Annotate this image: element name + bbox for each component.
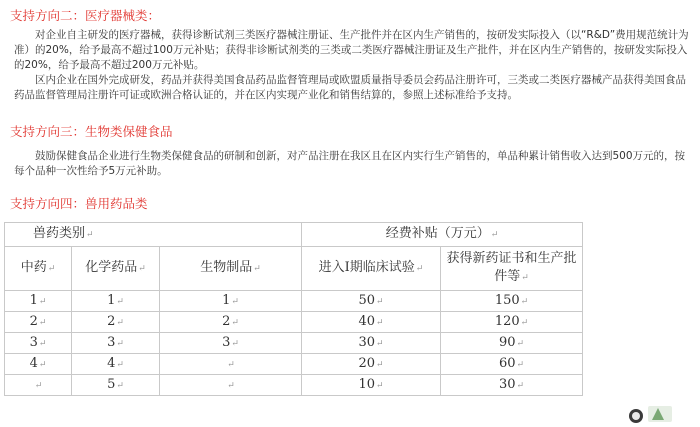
table-cell: 20↵	[302, 354, 441, 375]
table-cell: 90↵	[441, 333, 583, 354]
table-row	[5, 312, 583, 333]
table-cell: 50↵	[302, 291, 441, 312]
return-mark-icon: ↵	[521, 273, 529, 283]
return-mark-icon: ↵	[253, 264, 261, 274]
table-row	[5, 354, 583, 375]
table-cell: ↵	[160, 375, 302, 396]
return-mark-icon: ↵	[47, 264, 56, 274]
table-cell: 4↵	[72, 354, 160, 375]
return-mark-icon: ↵	[86, 230, 94, 240]
table-cell: 60↵	[441, 354, 583, 375]
table-row	[5, 333, 583, 354]
table-cell: 120↵	[441, 312, 583, 333]
section2-body	[14, 28, 690, 103]
table-cell: 1↵	[72, 291, 160, 312]
col-header-biological-product: 生物制品↵	[160, 247, 302, 291]
col-header-chemical-drug: 化学药品↵	[72, 247, 160, 291]
table-cell: 3↵	[72, 333, 160, 354]
table-cell: 1↵	[160, 291, 302, 312]
table-cell: 4↵	[5, 354, 72, 375]
section2-paragraph-2: 区内企业在国外完成研发，药品并获得美国食品药品监督管理局或欧盟质量指导委员会药品注册许可，三类或二类医疗器械产品获得美国食品药品监督管理局注册许可证或欧洲合格认证的，并在区内实现产业化和销售结算的，参照上述标准给予支持。	[14, 74, 686, 101]
table-column-header-row	[5, 247, 583, 291]
table-cell: 2↵	[72, 312, 160, 333]
table-row	[5, 375, 583, 396]
return-mark-icon: ↵	[415, 264, 424, 274]
section2-paragraph-1: 对企业自主研发的医疗器械，获得诊断试剂三类医疗器械注册证、生产批件并在区内生产销售的，按研发实际投入（以“R&D”费用规范统计为准）的20%，给予最高不超过100万元补贴；获得非诊断试剂类的三类或二类医疗器械注册证及生产批件，并在区内生产销售的，按研发实际投入的20%，给予最高不超过200万元补贴。	[14, 29, 689, 71]
section4-heading: 支持方向四：兽用药品类	[10, 196, 148, 211]
table-cell: 30↵	[441, 375, 583, 396]
section3-heading: 支持方向三：生物类保健食品	[10, 124, 173, 139]
table-cell: ↵	[5, 375, 72, 396]
table-cell: 30↵	[302, 333, 441, 354]
table-row	[5, 291, 583, 312]
table-cell: 40↵	[302, 312, 441, 333]
section3-paragraph: 鼓励保健食品企业进行生物类保健食品的研制和创新，对产品注册在我区且在区内实行生产销售的，单品种累计销售收入达到500万元的，按每个品种一次性给予5万元补助。	[14, 150, 686, 177]
corner-logo-icon	[628, 402, 676, 426]
group-header-subsidy: 经费补贴（万元）↵	[302, 223, 583, 247]
table-cell: 2↵	[160, 312, 302, 333]
section3-body	[14, 149, 690, 179]
section2-heading: 支持方向二：医疗器械类：	[10, 8, 161, 23]
table-cell: 3↵	[5, 333, 72, 354]
col-header-chinese-medicine: 中药↵	[5, 247, 72, 291]
table-group-header-row	[5, 223, 583, 247]
return-mark-icon: ↵	[138, 264, 146, 274]
table-cell: 5↵	[72, 375, 160, 396]
table-cell: 10↵	[302, 375, 441, 396]
group-header-vet-drug-category: 兽药类别↵	[5, 223, 302, 247]
table-cell: 2↵	[5, 312, 72, 333]
table-cell: 1↵	[5, 291, 72, 312]
return-mark-icon: ↵	[490, 230, 499, 240]
subsidy-table	[4, 222, 583, 396]
table-cell: ↵	[160, 354, 302, 375]
col-header-phase1-trial: 进入Ⅰ期临床试验↵	[302, 247, 441, 291]
table-cell: 3↵	[160, 333, 302, 354]
col-header-new-drug-certificate: 获得新药证书和生产批件等↵	[441, 247, 583, 291]
table-cell: 150↵	[441, 291, 583, 312]
